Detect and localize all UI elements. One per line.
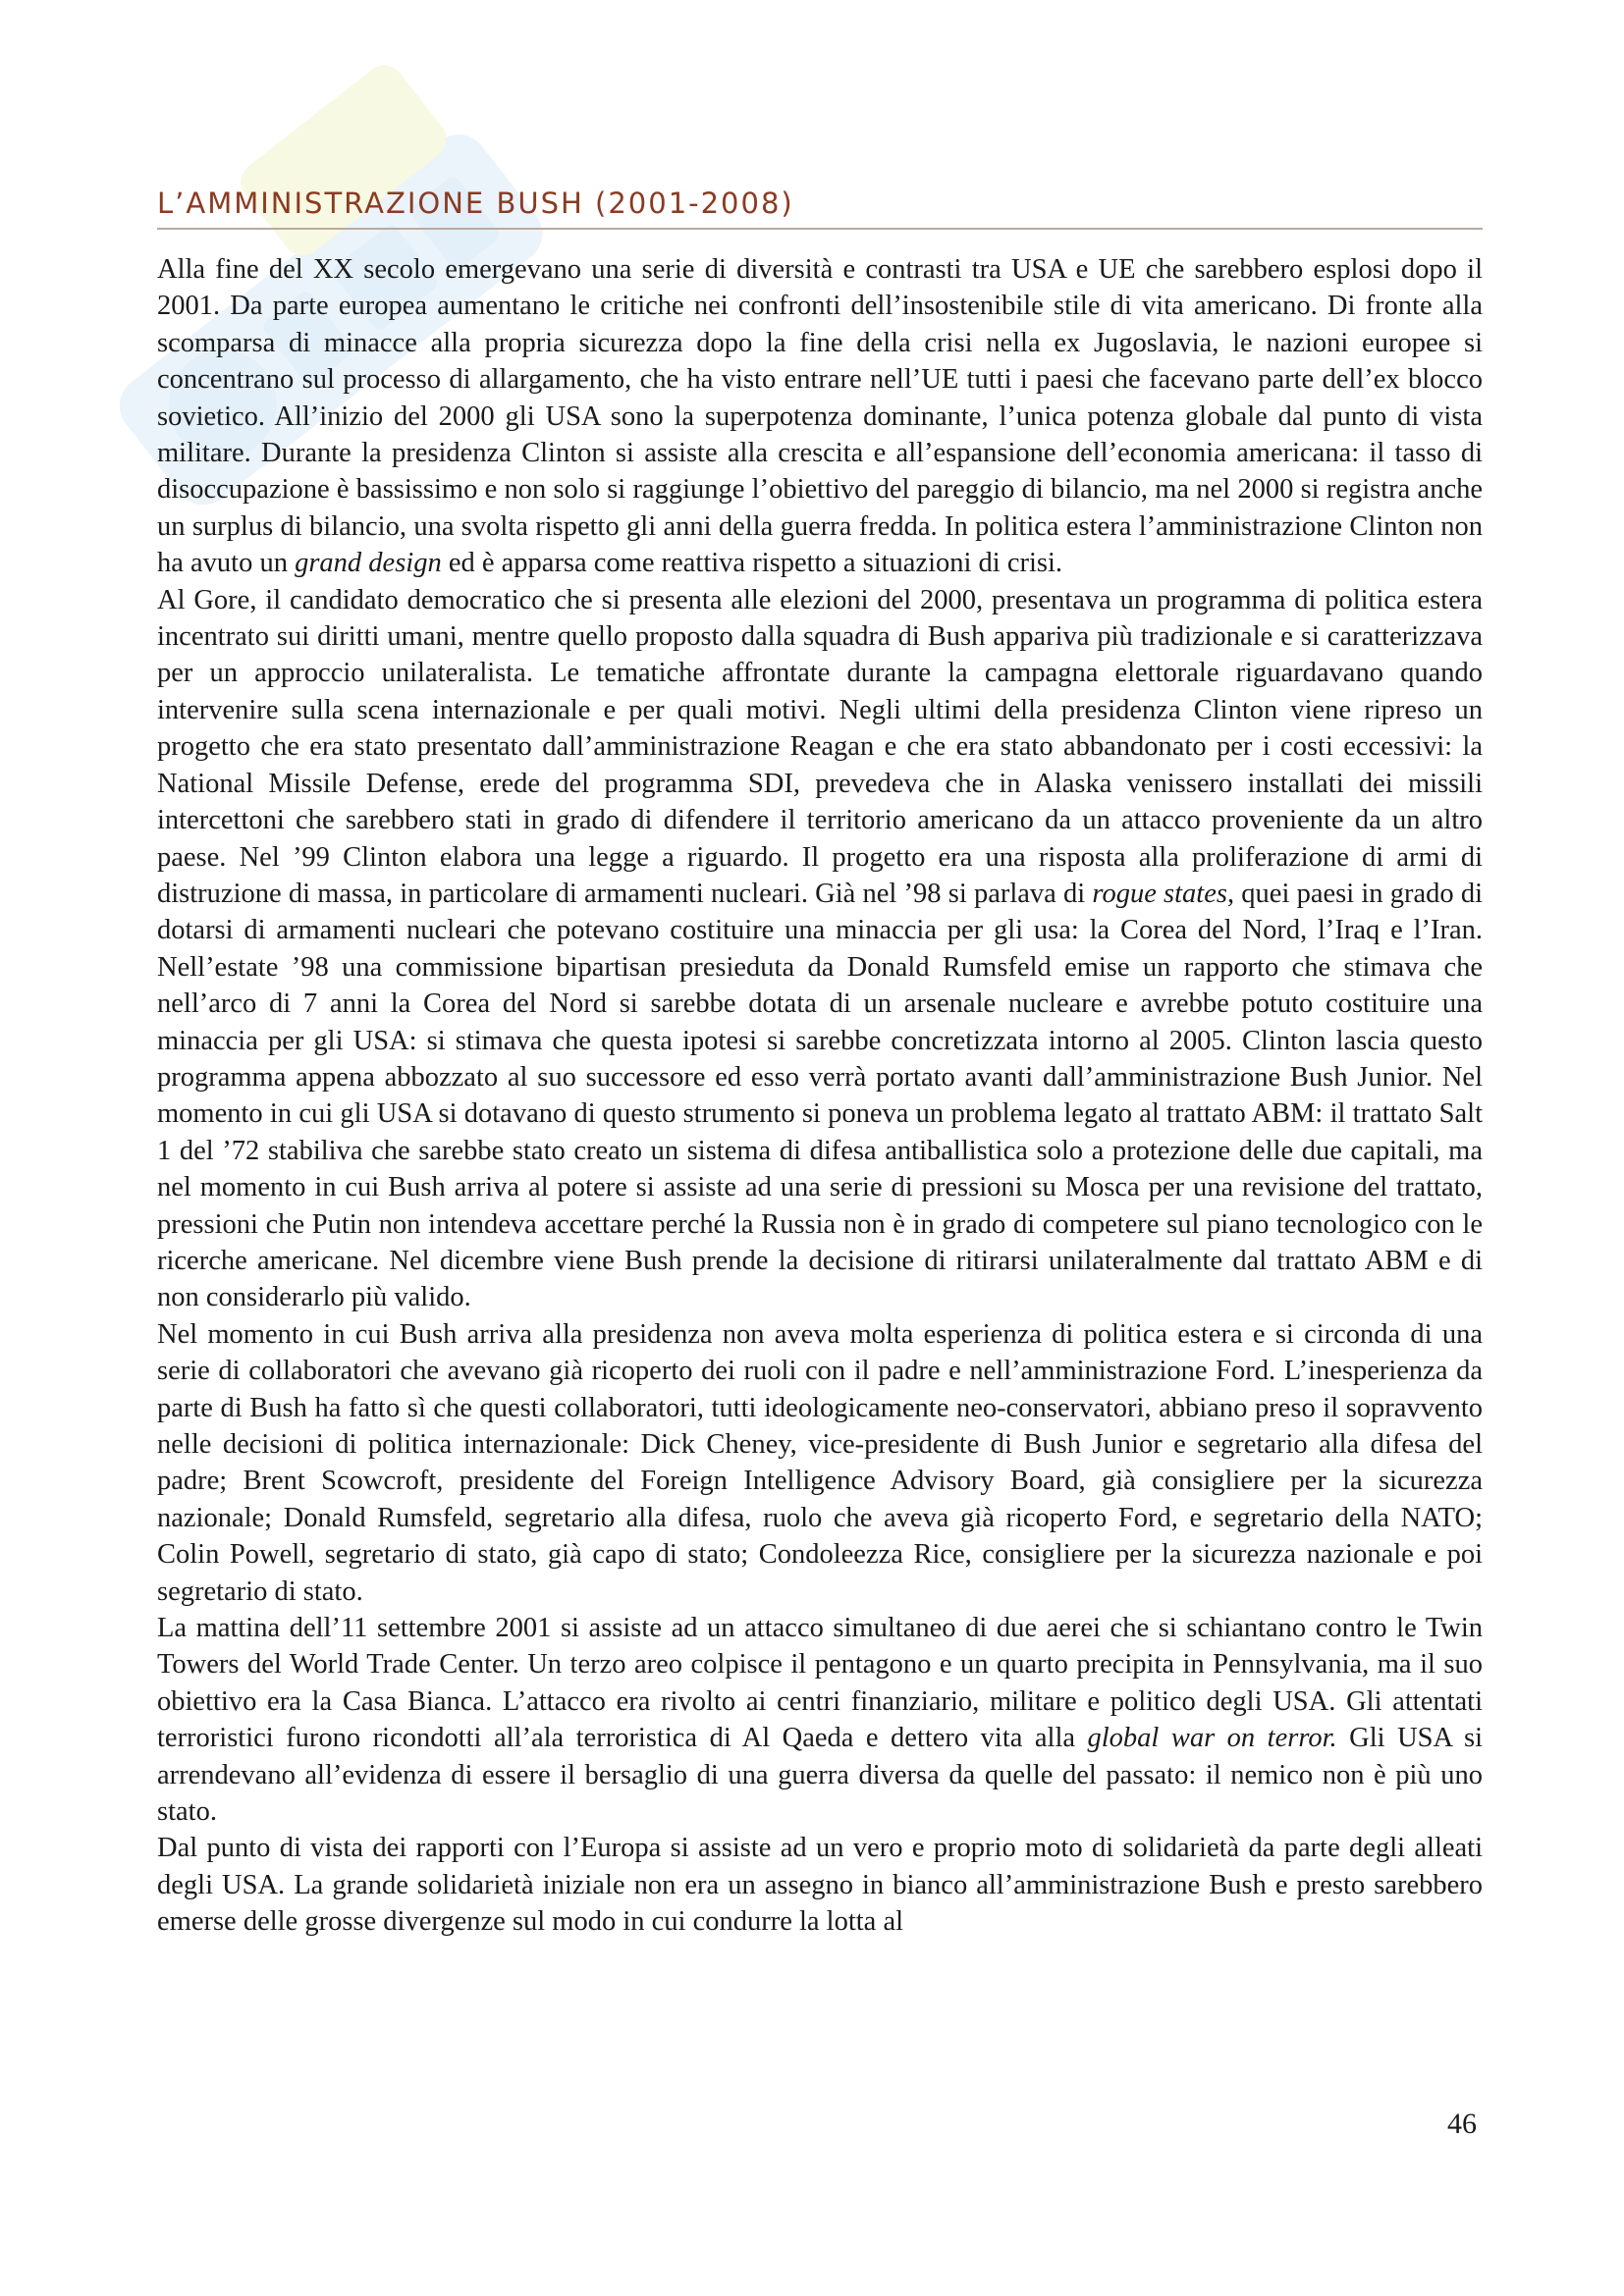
text-run: Dal punto di vista dei rapporti con l’Europa si assiste ad un vero e proprio moto di solidarietà da parte degli alleati degli USA. La grande solidarietà iniziale non era un assegno in bianco all’amministrazione Bush e presto sarebbero emerse delle grosse divergenze sul modo in cui condurre la lotta al (157, 1833, 1483, 1938)
section-heading: L’AMMINISTRAZIONE BUSH (2001-2008) (157, 187, 1483, 230)
text-run: Al Gore, il candidato democratico che si presenta alle elezioni del 2000, presentava un programma di politica estera incentrato sui diritti umani, mentre quello proposto dalla squadra di Bush appariva più tradizionale e si caratterizzava per un approccio unilateralista. Le tematiche affrontate durante la campagna elettorale riguardavano quando intervenire sulla scena internazionale e per quali motivi. Negli ultimi della presidenza Clinton viene ripreso un progetto che era stato presentato dall’amministrazione Reagan e che era stato abbandonato per i costi eccessivi: la National Missile Defense, erede del programma SDI, prevedeva che in Alaska venissero installati dei missili intercettoni che sarebbero stati in grado di difendere il territorio americano da un attacco proveniente da un altro paese. Nel ’99 Clinton elabora una legge a riguardo. Il progetto era una risposta alla proliferazione di armi di distruzione di massa, in particolare di armamenti nucleari. Già nel ’98 si parlava di (157, 584, 1483, 909)
text-run: Alla fine del XX secolo emergevano una serie di diversità e contrasti tra USA e UE che sarebbero esplosi dopo il 2001. Da parte europea aumentano le critiche nei confronti dell’insostenibile stile di vita americano. Di fronte alla scomparsa di minacce alla propria sicurezza dopo la fine della crisi nella ex Jugoslavia, le nazioni europee si concentrano sul processo di allargamento, che ha visto entrare nell’UE tutti i paesi che facevano parte dell’ex blocco sovietico. All’inizio del 2000 gli USA sono la superpotenza dominante, l’unica potenza globale dal punto di vista militare. Durante la presidenza Clinton si assiste alla crescita e all’espansione dell’economia americana: il tasso di disoccupazione è bassissimo e non solo si raggiunge l’obiettivo del pareggio di bilancio, ma nel 2000 si registra anche un surplus di bilancio, una svolta rispetto gli anni della guerra fredda. In politica estera l’amministrazione Clinton non ha avuto un (157, 254, 1483, 579)
text-run: ed è apparsa come reattiva rispetto a situazioni di crisi. (441, 548, 1063, 579)
page-number: 46 (1447, 2108, 1477, 2140)
italic-phrase: rogue states (1092, 878, 1227, 909)
paragraph (157, 251, 1483, 582)
text-run: , quei paesi in grado di dotarsi di armamenti nucleari che potevano costituire una minaccia per gli usa: la Corea del Nord, l’Iraq e l’Iran. Nell’estate ’98 una commissione bipartisan presieduta da Donald Rumsfeld emise un rapporto che stimava che nell’arco di 7 anni la Corea del Nord si sarebbe dotata di un arsenale nucleare e avrebbe potuto costituire una minaccia per gli USA: si stimava che questa ipotesi si sarebbe concretizzata intorno al 2005. Clinton lascia questo programma appena abbozzato al suo successore ed esso verrà portato avanti dall’amministrazione Bush Junior. Nel momento in cui gli USA si dotavano di questo strumento si poneva un problema legato al trattato ABM: il trattato Salt 1 del ’72 stabiliva che sarebbe stato creato un sistema di difesa antiballistica solo a protezione delle due capitali, ma nel momento in cui Bush arriva al potere si assiste ad una serie di pressioni su Mosca per una revisione del trattato, pressioni che Putin non intendeva accettare perché la Russia non è in grado di competere sul piano tecnologico con le ricerche americane. Nel dicembre viene Bush prende la decisione di ritirarsi unilateralmente dal trattato ABM e di non considerarlo più valido. (157, 878, 1483, 1313)
italic-phrase: global war on terror. (1087, 1723, 1337, 1754)
paragraph (157, 1316, 1483, 1610)
text-run: Gli USA si arrendevano all’evidenza di essere il bersaglio di una guerra diversa da quelle del passato: il nemico non è più uno stato. (157, 1723, 1484, 1828)
paragraph (157, 1610, 1483, 1830)
page-content (157, 187, 1483, 1941)
body-text (157, 251, 1483, 1941)
text-run: La mattina dell’11 settembre 2001 si assiste ad un attacco simultaneo di due aerei che si schiantano contro le Twin Towers del World Trade Center. Un terzo areo colpisce il pentagono e un quarto precipita in Pennsylvania, ma il suo obiettivo era la Casa Bianca. L’attacco era rivolto ai centri finanziario, militare e politico degli USA. Gli attentati terroristici furono ricondotti all’ala terroristica di Al Qaeda e dettero vita alla (157, 1613, 1483, 1754)
paragraph (157, 1830, 1483, 1940)
italic-phrase: grand design (295, 548, 442, 579)
paragraph (157, 582, 1483, 1316)
text-run: Nel momento in cui Bush arriva alla presidenza non aveva molta esperienza di politica estera e si circonda di una serie di collaboratori che avevano già ricoperto dei ruoli con il padre e nell’amministrazione Ford. L’inesperienza da parte di Bush ha fatto sì che questi collaboratori, tutti ideologicamente neo-conservatori, abbiano preso il sopravvento nelle decisioni di politica internazionale: Dick Cheney, vice-presidente di Bush Junior e segretario alla difesa del padre; Brent Scowcroft, presidente del Foreign Intelligence Advisory Board, già consigliere per la sicurezza nazionale; Donald Rumsfeld, segretario alla difesa, ruolo che aveva già ricoperto Ford, e segretario della NATO; Colin Powell, segretario di stato, già capo di stato; Condoleezza Rice, consigliere per la sicurezza nazionale e poi segretario di stato. (157, 1318, 1483, 1607)
